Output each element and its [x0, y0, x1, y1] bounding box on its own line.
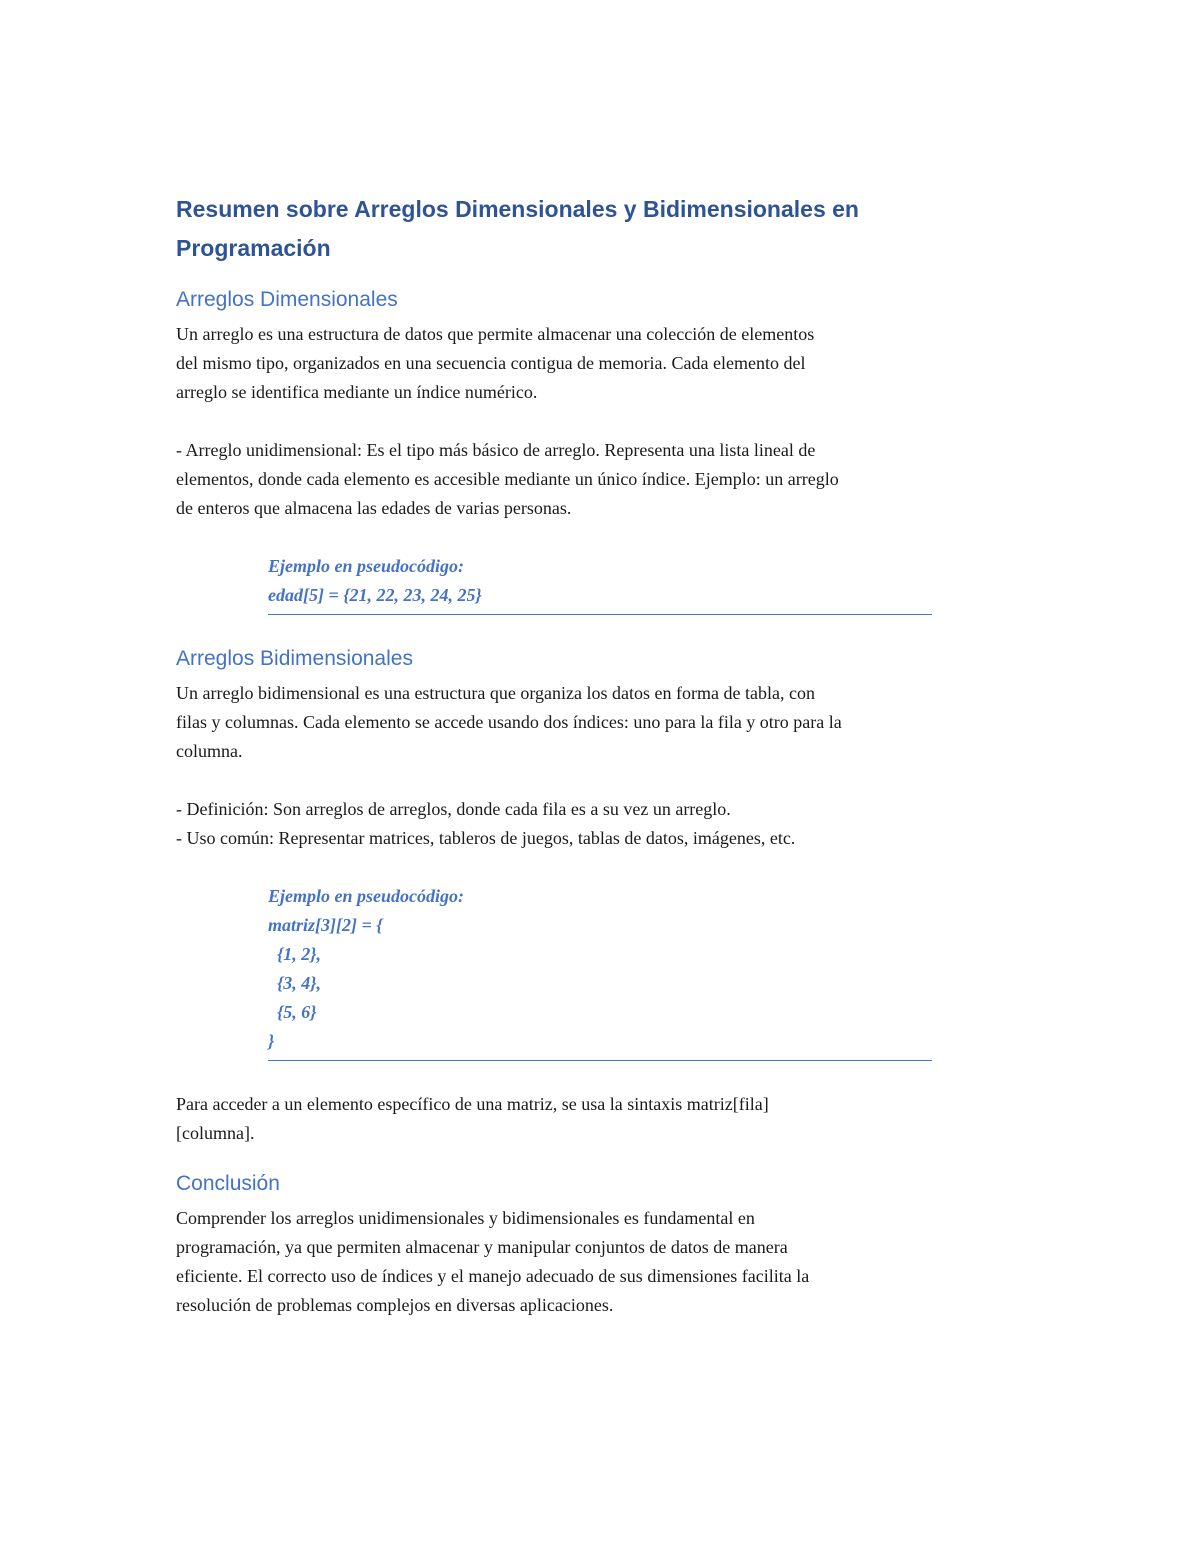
text-line: resolución de problemas complejos en diversas aplicaciones.	[176, 1295, 614, 1315]
text-line: Un arreglo es una estructura de datos que permite almacenar una colección de elementos	[176, 324, 815, 344]
text-line: de enteros que almacena las edades de varias personas.	[176, 498, 572, 518]
pseudocode-example-1	[268, 552, 932, 615]
section-heading-conclusion: Conclusión	[176, 1172, 280, 1195]
code-line: {5, 6}	[268, 1002, 317, 1022]
code-line: edad[5] = {21, 22, 23, 24, 25}	[268, 585, 482, 605]
paragraph-acceso-matriz	[176, 1090, 1026, 1148]
code-line: {1, 2},	[268, 944, 322, 964]
code-line: {3, 4},	[268, 973, 322, 993]
paragraph-conclusion	[176, 1204, 1026, 1320]
code-line: }	[268, 1031, 275, 1051]
text-line: Un arreglo bidimensional es una estructura que organiza los datos en forma de tabla, con	[176, 683, 815, 703]
paragraph-intro-bidimensionales	[176, 679, 1026, 766]
text-line: Comprender los arreglos unidimensionales y bidimensionales es fundamental en	[176, 1208, 755, 1228]
text-line: - Uso común: Representar matrices, tableros de juegos, tablas de datos, imágenes, etc.	[176, 828, 796, 848]
document-title	[176, 190, 1026, 268]
text-line: columna.	[176, 741, 243, 761]
text-line: programación, ya que permiten almacenar y manipular conjuntos de datos de manera	[176, 1237, 788, 1257]
text-line: Para acceder a un elemento específico de una matriz, se usa la sintaxis matriz[fila]	[176, 1094, 769, 1114]
paragraph-definicion-uso	[176, 795, 1026, 853]
section-heading-arreglos-bidimensionales: Arreglos Bidimensionales	[176, 647, 413, 670]
example-label: Ejemplo en pseudocódigo:	[268, 556, 464, 576]
pseudocode-example-2	[268, 882, 932, 1061]
paragraph-unidimensional	[176, 436, 1026, 523]
section-heading-arreglos-dimensionales: Arreglos Dimensionales	[176, 288, 398, 311]
title-line: Resumen sobre Arreglos Dimensionales y Bidimensionales en	[176, 196, 859, 222]
text-line: - Arreglo unidimensional: Es el tipo más básico de arreglo. Representa una lista lineal de	[176, 440, 816, 460]
text-line: del mismo tipo, organizados en una secuencia contigua de memoria. Cada elemento del	[176, 353, 806, 373]
text-line: arreglo se identifica mediante un índice numérico.	[176, 382, 538, 402]
text-line: - Definición: Son arreglos de arreglos, donde cada fila es a su vez un arreglo.	[176, 799, 731, 819]
text-line: [columna].	[176, 1123, 255, 1143]
document-content	[176, 190, 1026, 1320]
text-line: elementos, donde cada elemento es accesible mediante un único índice. Ejemplo: un arreglo	[176, 469, 839, 489]
title-line: Programación	[176, 235, 331, 261]
text-line: filas y columnas. Cada elemento se accede usando dos índices: uno para la fila y otro para la	[176, 712, 842, 732]
text-line: eficiente. El correcto uso de índices y el manejo adecuado de sus dimensiones facilita la	[176, 1266, 810, 1286]
paragraph-intro-dimensionales	[176, 320, 1026, 407]
example-label: Ejemplo en pseudocódigo:	[268, 886, 464, 906]
code-line: matriz[3][2] = {	[268, 915, 383, 935]
